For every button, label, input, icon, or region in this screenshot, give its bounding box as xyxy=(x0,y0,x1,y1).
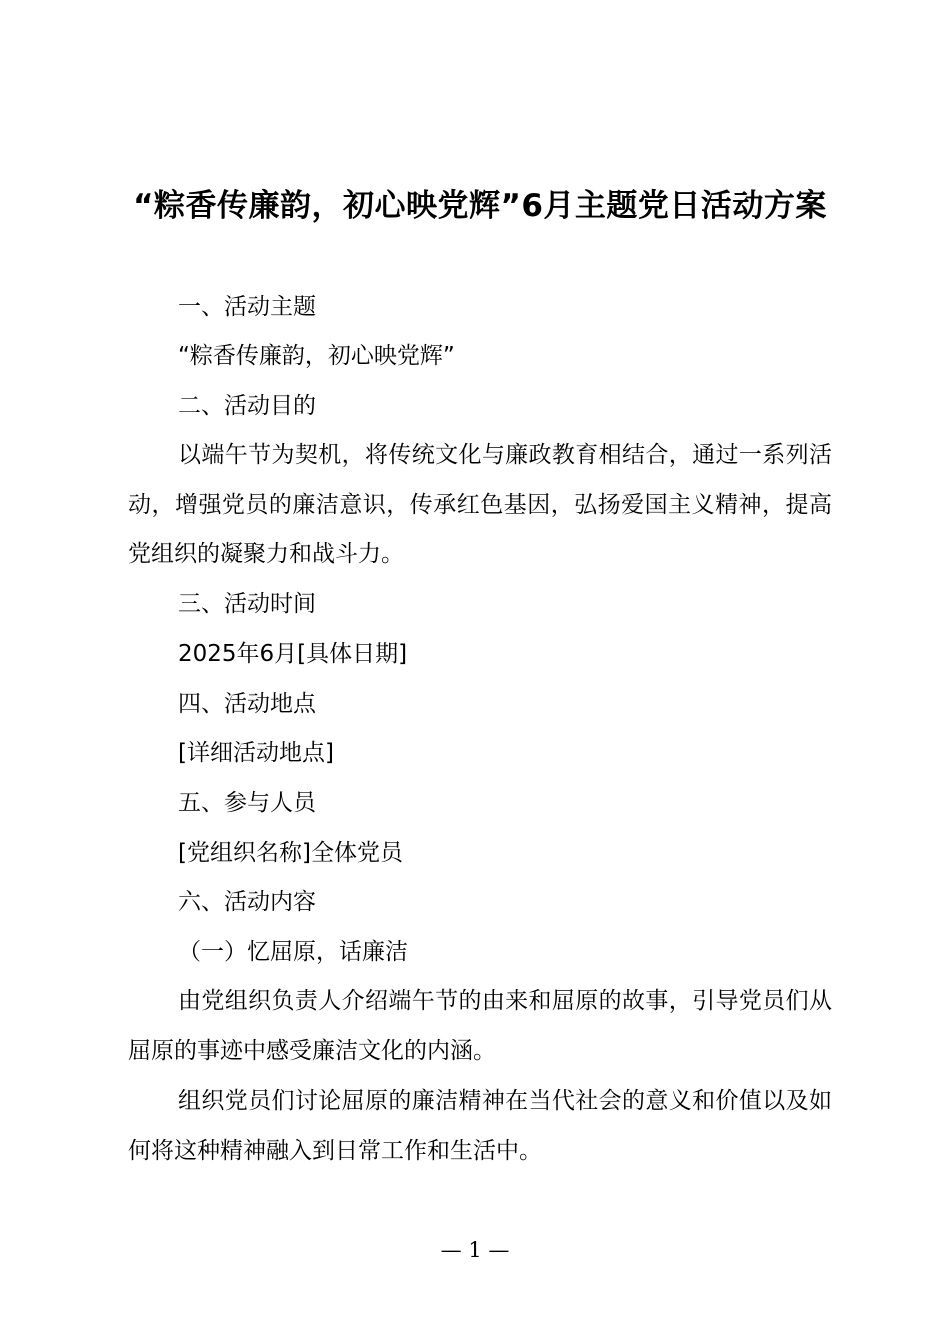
section-heading-content: 六、活动内容 xyxy=(178,889,316,915)
purpose-paragraph: 以端午节为契机，将传统文化与廉政教育相结合，通过一系列活动，增强党员的廉洁意识，传承红色基因，弘扬爱国主义精神，提高党组织的凝聚力和战斗力。 xyxy=(128,442,832,567)
section-heading-location: 四、活动地点 xyxy=(178,691,316,717)
section-heading-theme: 一、活动主题 xyxy=(178,294,316,320)
section-heading-participants: 五、参与人员 xyxy=(178,790,316,816)
section-heading-purpose: 二、活动目的 xyxy=(178,393,316,419)
content-paragraph-1: 由党组织负责人介绍端午节的由来和屈原的故事，引导党员们从屈原的事迹中感受廉洁文化的内涵。 xyxy=(128,988,832,1064)
theme-text: “粽香传廉韵，初心映党辉” xyxy=(178,343,455,369)
page-number: — 1 — xyxy=(440,1238,510,1262)
document-title: “粽香传廉韵，初心映党辉”6月主题党日活动方案 xyxy=(133,188,827,224)
content-paragraph-2: 组织党员们讨论屈原的廉洁精神在当代社会的意义和价值以及如何将这种精神融入到日常工作和生活中。 xyxy=(128,1088,832,1164)
time-text: 2025年6月[具体日期] xyxy=(178,641,408,667)
location-text: [详细活动地点] xyxy=(178,740,334,766)
participants-text: [党组织名称]全体党员 xyxy=(178,840,403,866)
section-heading-time: 三、活动时间 xyxy=(178,591,316,617)
subsection-heading-1: （一）忆屈原，话廉洁 xyxy=(178,939,408,965)
